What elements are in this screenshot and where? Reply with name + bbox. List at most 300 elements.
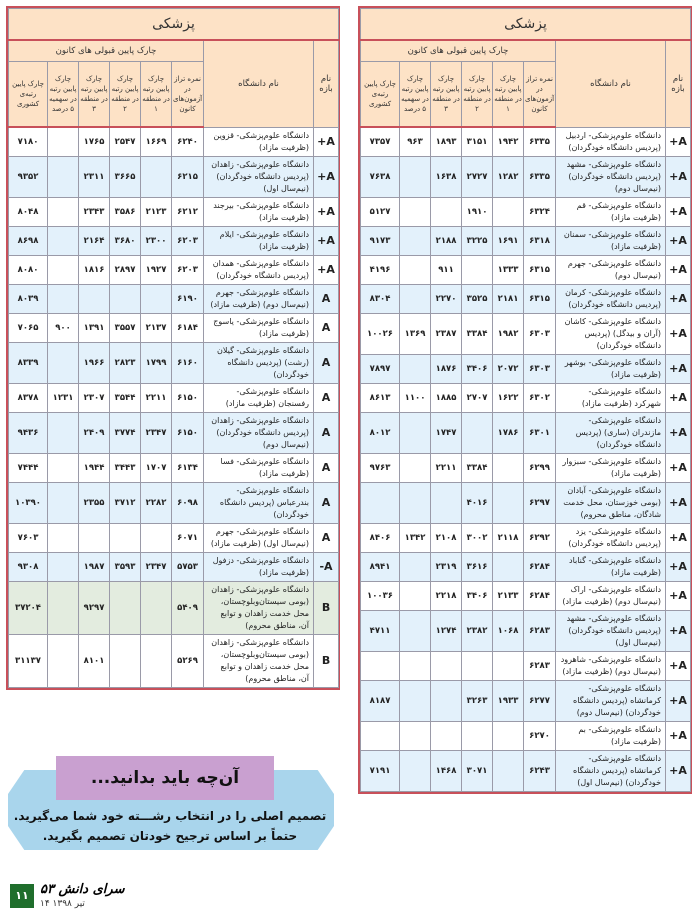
region3-cell: ۱۶۳۸ (431, 156, 462, 197)
table-row (9, 453, 339, 482)
region3-cell: ۲۲۱۱ (431, 453, 462, 482)
region2-cell (462, 651, 493, 680)
table-row (9, 412, 339, 453)
university-name-cell: دانشگاه علوم‌پزشکی- ایلام (ظرفیت مازاد) (204, 226, 314, 255)
table-row (361, 523, 691, 552)
score-cell: ۶۱۶۰ (172, 342, 204, 383)
score-cell: ۶۲۴۳ (524, 750, 556, 791)
region2-cell: ۳۵۲۵ (462, 284, 493, 313)
region3-cell: ۲۱۰۸ (431, 523, 462, 552)
region3-cell (431, 482, 462, 523)
region3-cell (431, 197, 462, 226)
region2-cell: ۱۹۱۰ (462, 197, 493, 226)
grade-cell: A (314, 453, 339, 482)
university-name-cell: دانشگاه علوم‌پزشکی- مشهد (پردیس دانشگاه خودگردان) (نیم‌سال دوم) (556, 156, 666, 197)
score-cell: ۶۰۹۸ (172, 482, 204, 523)
quota5-cell (400, 255, 431, 284)
national-rank-cell: ۸۰۳۹ (9, 284, 48, 313)
table-row (9, 581, 339, 634)
table-row (361, 255, 691, 284)
quota5-cell (48, 255, 79, 284)
score-cell: ۶۳۳۵ (524, 156, 556, 197)
table-row (9, 342, 339, 383)
quota5-cell (400, 226, 431, 255)
region2-cell (462, 255, 493, 284)
region2-cell: ۳۳۸۴ (462, 313, 493, 354)
national-rank-cell: ۷۸۹۷ (361, 354, 400, 383)
national-rank-cell: ۵۱۲۷ (361, 197, 400, 226)
table-row (9, 552, 339, 581)
grade-cell: A+ (666, 651, 691, 680)
national-rank-cell: ۹۱۷۳ (361, 226, 400, 255)
score-cell: ۶۲۸۳ (524, 610, 556, 651)
grade-cell: A (314, 342, 339, 383)
quota5-cell (48, 552, 79, 581)
table-row (9, 255, 339, 284)
region1-cell: ۱۷۸۶ (493, 412, 524, 453)
national-rank-cell (361, 482, 400, 523)
region2-cell (462, 412, 493, 453)
region3-cell: ۱۷۶۵ (79, 127, 110, 156)
col-header-group: چارک پایین قبولی های کانون (361, 40, 556, 62)
table-row (361, 453, 691, 482)
score-cell: ۶۲۸۴ (524, 552, 556, 581)
score-cell: ۶۳۱۵ (524, 284, 556, 313)
region2-cell: ۳۵۹۳ (110, 552, 141, 581)
national-rank-cell: ۷۴۴۴ (9, 453, 48, 482)
score-cell: ۶۱۵۰ (172, 383, 204, 412)
grade-cell: A+ (314, 197, 339, 226)
table-body-left (9, 127, 339, 687)
university-name-cell: دانشگاه علوم‌پزشکی- زاهدان (پردیس دانشگاه خودگردان) (نیم‌سال دوم) (204, 412, 314, 453)
university-name-cell: دانشگاه علوم‌پزشکی- جهرم (نیم‌سال دوم) (556, 255, 666, 284)
national-rank-cell: ۸۴۰۶ (361, 523, 400, 552)
score-cell: ۶۲۴۰ (172, 127, 204, 156)
quota5-cell: ۹۶۳ (400, 127, 431, 156)
region3-cell (79, 284, 110, 313)
university-name-cell: دانشگاه علوم‌پزشکی- مشهد (پردیس دانشگاه خودگردان) (نیم‌سال اول) (556, 610, 666, 651)
region3-cell: ۱۸۹۳ (431, 127, 462, 156)
university-name-cell: دانشگاه علوم‌پزشکی- اراک (نیم‌سال دوم) (ظرفیت مازاد) (556, 581, 666, 610)
score-cell: ۶۲۱۲ (172, 197, 204, 226)
info-box-title: آن‌چه باید بدانید... (56, 756, 274, 800)
region1-cell: ۲۱۳۷ (141, 313, 172, 342)
region1-cell: ۱۶۶۹ (141, 127, 172, 156)
region1-cell (493, 651, 524, 680)
university-name-cell: دانشگاه علوم‌پزشکی- گیلان (رشت) (پردیس دانشگاه خودگردان) (204, 342, 314, 383)
region1-cell (493, 721, 524, 750)
info-box-text (10, 806, 330, 846)
national-rank-cell: ۱۰۰۳۶ (361, 581, 400, 610)
score-cell: ۶۳۳۵ (524, 127, 556, 156)
national-rank-cell: ۹۴۳۶ (9, 412, 48, 453)
table-row (361, 721, 691, 750)
col-header-university: نام دانشگاه (556, 40, 666, 127)
table-row (9, 482, 339, 523)
table-row (361, 383, 691, 412)
col-header-region2: چارک پایین رتبه در منطقه ۲ (462, 62, 493, 128)
region1-cell: ۱۷۹۹ (141, 342, 172, 383)
table-row (361, 156, 691, 197)
region1-cell (493, 197, 524, 226)
score-cell: ۶۲۸۴ (524, 581, 556, 610)
region2-cell: ۳۵۵۷ (110, 313, 141, 342)
region1-cell: ۲۲۱۱ (141, 383, 172, 412)
page-number-badge: ۱۱ (10, 884, 34, 908)
score-cell: ۶۱۳۴ (172, 453, 204, 482)
admission-table-right (360, 8, 691, 792)
score-cell: ۶۳۱۸ (524, 226, 556, 255)
table-row (9, 383, 339, 412)
score-cell: ۶۲۹۷ (524, 482, 556, 523)
region2-cell: ۳۷۱۲ (110, 482, 141, 523)
region1-cell: ۲۱۱۸ (493, 523, 524, 552)
national-rank-cell: ۸۳۰۴ (361, 284, 400, 313)
national-rank-cell (361, 721, 400, 750)
table-body-right (361, 127, 691, 791)
score-cell: ۶۲۰۳ (172, 255, 204, 284)
score-cell: ۶۲۸۳ (524, 651, 556, 680)
region2-cell (110, 581, 141, 634)
left-table-panel (6, 6, 340, 690)
university-name-cell: دانشگاه علوم‌پزشکی- شهرکرد (ظرفیت مازاد) (556, 383, 666, 412)
region2-cell (110, 284, 141, 313)
table-row (361, 197, 691, 226)
table-title: پزشکی (9, 9, 339, 41)
region1-cell: ۱۷۰۷ (141, 453, 172, 482)
region3-cell: ۱۴۶۸ (431, 750, 462, 791)
national-rank-cell: ۷۶۰۳ (9, 523, 48, 552)
issue-date: ۱۴ تیر ۱۳۹۸ (40, 899, 85, 909)
quota5-cell (48, 197, 79, 226)
university-name-cell: دانشگاه علوم‌پزشکی- سمنان (ظرفیت مازاد) (556, 226, 666, 255)
region3-cell: ۹۱۱ (431, 255, 462, 284)
national-rank-cell: ۷۰۶۵ (9, 313, 48, 342)
score-cell: ۶۳۲۴ (524, 197, 556, 226)
grade-cell: A+ (666, 721, 691, 750)
col-header-university: نام دانشگاه (204, 40, 314, 127)
table-row (361, 651, 691, 680)
score-cell: ۶۲۹۲ (524, 523, 556, 552)
quota5-cell: ۱۳۴۲ (400, 523, 431, 552)
national-rank-cell: ۸۰۱۲ (361, 412, 400, 453)
region2-cell: ۳۴۰۶ (462, 581, 493, 610)
col-header-region3: چارک پایین رتبه در منطقه ۳ (79, 62, 110, 128)
score-cell: ۵۷۵۳ (172, 552, 204, 581)
region1-cell: ۱۶۹۱ (493, 226, 524, 255)
university-name-cell: دانشگاه علوم‌پزشکی- کرمانشاه (پردیس دانشگاه خودگردان) (نیم‌سال دوم) (556, 680, 666, 721)
grade-cell: A+ (666, 610, 691, 651)
quota5-cell (400, 581, 431, 610)
university-name-cell: دانشگاه علوم‌پزشکی- کاشان (آران و بیدگل) (پردیس دانشگاه خودگردان) (556, 313, 666, 354)
grade-cell: B (314, 634, 339, 687)
col-header-quota5: چارک پایین رتبه در سهمیه ۵ درصد (400, 62, 431, 128)
region2-cell: ۳۷۷۴ (110, 412, 141, 453)
score-cell: ۵۴۰۹ (172, 581, 204, 634)
region3-cell (431, 721, 462, 750)
grade-cell: A (314, 523, 339, 552)
region2-cell: ۳۲۶۳ (462, 680, 493, 721)
region3-cell: ۸۱۰۱ (79, 634, 110, 687)
grade-cell: A (314, 284, 339, 313)
score-cell: ۶۳۰۳ (524, 354, 556, 383)
national-rank-cell: ۸۰۸۰ (9, 255, 48, 284)
score-cell: ۶۲۷۰ (524, 721, 556, 750)
region3-cell: ۱۹۸۷ (79, 552, 110, 581)
region1-cell: ۱۲۸۲ (493, 156, 524, 197)
col-header-region1: چارک پایین رتبه در منطقه ۱ (493, 62, 524, 128)
university-name-cell: دانشگاه علوم‌پزشکی- زاهدان (بومی سیستان‌وبلوچستان، محل خدمت زاهدان و توابع آن، مناطق محروم) (204, 581, 314, 634)
magazine-logo: سرای دانش ۵۳ (40, 882, 125, 897)
region1-cell (493, 453, 524, 482)
score-cell: ۶۱۸۴ (172, 313, 204, 342)
table-row (9, 127, 339, 156)
score-cell: ۶۲۷۷ (524, 680, 556, 721)
quota5-cell (400, 482, 431, 523)
quota5-cell (400, 453, 431, 482)
table-row (9, 197, 339, 226)
region3-cell: ۲۳۸۷ (431, 313, 462, 354)
region3-cell: ۲۲۷۰ (431, 284, 462, 313)
quota5-cell (48, 482, 79, 523)
quota5-cell (48, 581, 79, 634)
university-name-cell: دانشگاه علوم‌پزشکی- بیرجند (ظرفیت مازاد) (204, 197, 314, 226)
right-table-panel (358, 6, 692, 794)
quota5-cell (48, 412, 79, 453)
score-cell: ۶۱۹۰ (172, 284, 204, 313)
table-row (361, 581, 691, 610)
region2-cell: ۳۱۵۱ (462, 127, 493, 156)
grade-cell: A+ (666, 680, 691, 721)
region3-cell: ۲۳۴۳ (79, 197, 110, 226)
region1-cell (493, 552, 524, 581)
table-row (9, 156, 339, 197)
region1-cell: ۲۱۸۱ (493, 284, 524, 313)
quota5-cell (400, 156, 431, 197)
info-line-2: حتماً بر اساس ترجیح خودتان تصمیم بگیرید. (42, 829, 298, 843)
col-header-region3: چارک پایین رتبه در منطقه ۳ (431, 62, 462, 128)
region3-cell: ۲۱۸۸ (431, 226, 462, 255)
quota5-cell (400, 610, 431, 651)
grade-cell: A- (314, 552, 339, 581)
region2-cell: ۲۷۲۷ (462, 156, 493, 197)
grade-cell: B (314, 581, 339, 634)
region1-cell (141, 156, 172, 197)
grade-cell: A+ (666, 313, 691, 354)
col-header-field: نام بازه (666, 40, 691, 127)
col-header-national: چارک پایین رتبه‌ی کشوری (361, 62, 400, 128)
quota5-cell (48, 342, 79, 383)
national-rank-cell: ۱۰۳۹۰ (9, 482, 48, 523)
score-cell: ۶۰۷۱ (172, 523, 204, 552)
university-name-cell: دانشگاه علوم‌پزشکی- مازندران (ساری) (پردیس دانشگاه خودگردان) (556, 412, 666, 453)
table-row (361, 284, 691, 313)
university-name-cell: دانشگاه علوم‌پزشکی- زاهدان (پردیس دانشگاه خودگردان) (نیم‌سال اول) (204, 156, 314, 197)
region3-cell: ۱۷۴۷ (431, 412, 462, 453)
national-rank-cell: ۳۷۲۰۴ (9, 581, 48, 634)
score-cell: ۵۲۶۹ (172, 634, 204, 687)
region1-cell (141, 581, 172, 634)
university-name-cell: دانشگاه علوم‌پزشکی- کرمان (پردیس دانشگاه خودگردان) (556, 284, 666, 313)
quota5-cell: ۱۲۳۱ (48, 383, 79, 412)
grade-cell: A+ (666, 127, 691, 156)
university-name-cell: دانشگاه علوم‌پزشکی- جهرم (نیم‌سال اول) (ظرفیت مازاد) (204, 523, 314, 552)
region2-cell (110, 634, 141, 687)
grade-cell: A+ (666, 156, 691, 197)
quota5-cell (48, 156, 79, 197)
region1-cell (141, 523, 172, 552)
grade-cell: A+ (666, 284, 691, 313)
table-row (9, 313, 339, 342)
score-cell: ۶۳۰۳ (524, 313, 556, 354)
region3-cell: ۱۳۹۱ (79, 313, 110, 342)
region1-cell (141, 284, 172, 313)
quota5-cell: ۹۰۰ (48, 313, 79, 342)
col-header-quota5: چارک پایین رتبه در سهمیه ۵ درصد (48, 62, 79, 128)
grade-cell: A+ (314, 255, 339, 284)
quota5-cell: ۱۳۶۹ (400, 313, 431, 354)
grade-cell: A+ (314, 156, 339, 197)
university-name-cell: دانشگاه علوم‌پزشکی- شاهرود (نیم‌سال دوم) (ظرفیت مازاد) (556, 651, 666, 680)
university-name-cell: دانشگاه علوم‌پزشکی- آبادان (بومی خوزستان، محل خدمت شادگان، مناطق محروم) (556, 482, 666, 523)
table-row (361, 482, 691, 523)
region1-cell: ۲۰۷۲ (493, 354, 524, 383)
region1-cell: ۲۳۴۷ (141, 552, 172, 581)
info-line-1: تصمیم اصلی را در انتخاب رشـــته خود شما می‌گیرید. (13, 809, 327, 823)
university-name-cell: دانشگاه علوم‌پزشکی- قزوین (ظرفیت مازاد) (204, 127, 314, 156)
region1-cell: ۱۹۳۳ (493, 680, 524, 721)
national-rank-cell (361, 651, 400, 680)
region2-cell: ۳۶۱۶ (462, 552, 493, 581)
grade-cell: A+ (666, 552, 691, 581)
quota5-cell (48, 284, 79, 313)
region2-cell (110, 523, 141, 552)
region2-cell: ۳۰۷۱ (462, 750, 493, 791)
quota5-cell (48, 523, 79, 552)
quota5-cell: ۱۱۰۰ (400, 383, 431, 412)
region2-cell: ۳۲۲۵ (462, 226, 493, 255)
national-rank-cell: ۸۱۸۷ (361, 680, 400, 721)
university-name-cell: دانشگاه علوم‌پزشکی- سبزوار (ظرفیت مازاد) (556, 453, 666, 482)
university-name-cell: دانشگاه علوم‌پزشکی- یاسوج (ظرفیت مازاد) (204, 313, 314, 342)
grade-cell: A+ (666, 197, 691, 226)
university-name-cell: دانشگاه علوم‌پزشکی- بوشهر (ظرفیت مازاد) (556, 354, 666, 383)
grade-cell: A+ (666, 412, 691, 453)
grade-cell: A+ (666, 354, 691, 383)
region2-cell (462, 721, 493, 750)
region3-cell: ۹۲۹۷ (79, 581, 110, 634)
region2-cell: ۴۰۱۶ (462, 482, 493, 523)
region1-cell: ۱۳۳۳ (493, 255, 524, 284)
region1-cell: ۲۱۳۳ (493, 581, 524, 610)
grade-cell: A (314, 482, 339, 523)
table-row (9, 523, 339, 552)
region3-cell: ۱۸۸۵ (431, 383, 462, 412)
table-row (361, 354, 691, 383)
national-rank-cell: ۸۰۴۸ (9, 197, 48, 226)
quota5-cell (48, 127, 79, 156)
grade-cell: A+ (666, 226, 691, 255)
score-cell: ۶۲۹۹ (524, 453, 556, 482)
table-row (361, 552, 691, 581)
region1-cell: ۱۹۲۷ (141, 255, 172, 284)
university-name-cell: دانشگاه علوم‌پزشکی- فسا (ظرفیت مازاد) (204, 453, 314, 482)
region2-cell: ۲۳۸۲ (462, 610, 493, 651)
national-rank-cell: ۱۰۰۲۶ (361, 313, 400, 354)
score-cell: ۶۳۱۵ (524, 255, 556, 284)
grade-cell: A+ (666, 523, 691, 552)
col-header-score: نمره تراز در آزمون‌های کانون (172, 62, 204, 128)
university-name-cell: دانشگاه علوم‌پزشکی- گناباد (ظرفیت مازاد) (556, 552, 666, 581)
university-name-cell: دانشگاه علوم‌پزشکی- زاهدان (بومی سیستان‌وبلوچستان، محل خدمت زاهدان و توابع آن، مناطق محروم) (204, 634, 314, 687)
region3-cell: ۲۳۵۵ (79, 482, 110, 523)
national-rank-cell: ۷۶۳۸ (361, 156, 400, 197)
table-row (361, 127, 691, 156)
national-rank-cell: ۴۷۱۱ (361, 610, 400, 651)
grade-cell: A+ (314, 226, 339, 255)
region2-cell: ۲۸۹۷ (110, 255, 141, 284)
region2-cell: ۳۶۶۵ (110, 156, 141, 197)
quota5-cell (48, 453, 79, 482)
grade-cell: A+ (666, 482, 691, 523)
national-rank-cell: ۸۳۷۸ (9, 383, 48, 412)
region1-cell: ۲۲۸۲ (141, 482, 172, 523)
national-rank-cell: ۷۳۵۷ (361, 127, 400, 156)
university-name-cell: دانشگاه علوم‌پزشکی- یزد (پردیس دانشگاه خودگردان) (556, 523, 666, 552)
grade-cell: A+ (666, 750, 691, 791)
quota5-cell (400, 680, 431, 721)
region3-cell: ۲۳۱۱ (79, 156, 110, 197)
region1-cell (493, 482, 524, 523)
national-rank-cell: ۳۱۱۳۷ (9, 634, 48, 687)
region2-cell: ۲۷۰۷ (462, 383, 493, 412)
table-row (361, 610, 691, 651)
quota5-cell (400, 412, 431, 453)
region2-cell: ۳۵۸۶ (110, 197, 141, 226)
region1-cell: ۲۱۲۳ (141, 197, 172, 226)
table-title: پزشکی (361, 9, 691, 41)
national-rank-cell: ۸۶۱۳ (361, 383, 400, 412)
quota5-cell (48, 634, 79, 687)
quota5-cell (400, 197, 431, 226)
grade-cell: A (314, 313, 339, 342)
region3-cell: ۱۸۷۶ (431, 354, 462, 383)
national-rank-cell: ۸۹۴۱ (361, 552, 400, 581)
region2-cell: ۳۵۴۴ (110, 383, 141, 412)
col-header-score: نمره تراز در آزمون‌های کانون (524, 62, 556, 128)
col-header-group: چارک پایین قبولی های کانون (9, 40, 204, 62)
region3-cell: ۲۱۶۴ (79, 226, 110, 255)
grade-cell: A+ (666, 255, 691, 284)
region2-cell: ۳۶۸۰ (110, 226, 141, 255)
region3-cell: ۱۸۱۶ (79, 255, 110, 284)
table-row (361, 226, 691, 255)
region3-cell: ۱۹۶۶ (79, 342, 110, 383)
region3-cell: ۲۴۰۹ (79, 412, 110, 453)
region2-cell: ۳۴۰۶ (462, 354, 493, 383)
region1-cell: ۲۳۰۰ (141, 226, 172, 255)
col-header-region1: چارک پایین رتبه در منطقه ۱ (141, 62, 172, 128)
university-name-cell: دانشگاه علوم‌پزشکی- بندرعباس (پردیس دانشگاه خودگردان) (204, 482, 314, 523)
col-header-national: چارک پایین رتبه‌ی کشوری (9, 62, 48, 128)
region1-cell: ۱۹۴۲ (493, 127, 524, 156)
region2-cell: ۳۰۰۲ (462, 523, 493, 552)
table-row (9, 634, 339, 687)
table-row (361, 313, 691, 354)
score-cell: ۶۳۰۱ (524, 412, 556, 453)
university-name-cell: دانشگاه علوم‌پزشکی- بم (ظرفیت مازاد) (556, 721, 666, 750)
quota5-cell (400, 651, 431, 680)
